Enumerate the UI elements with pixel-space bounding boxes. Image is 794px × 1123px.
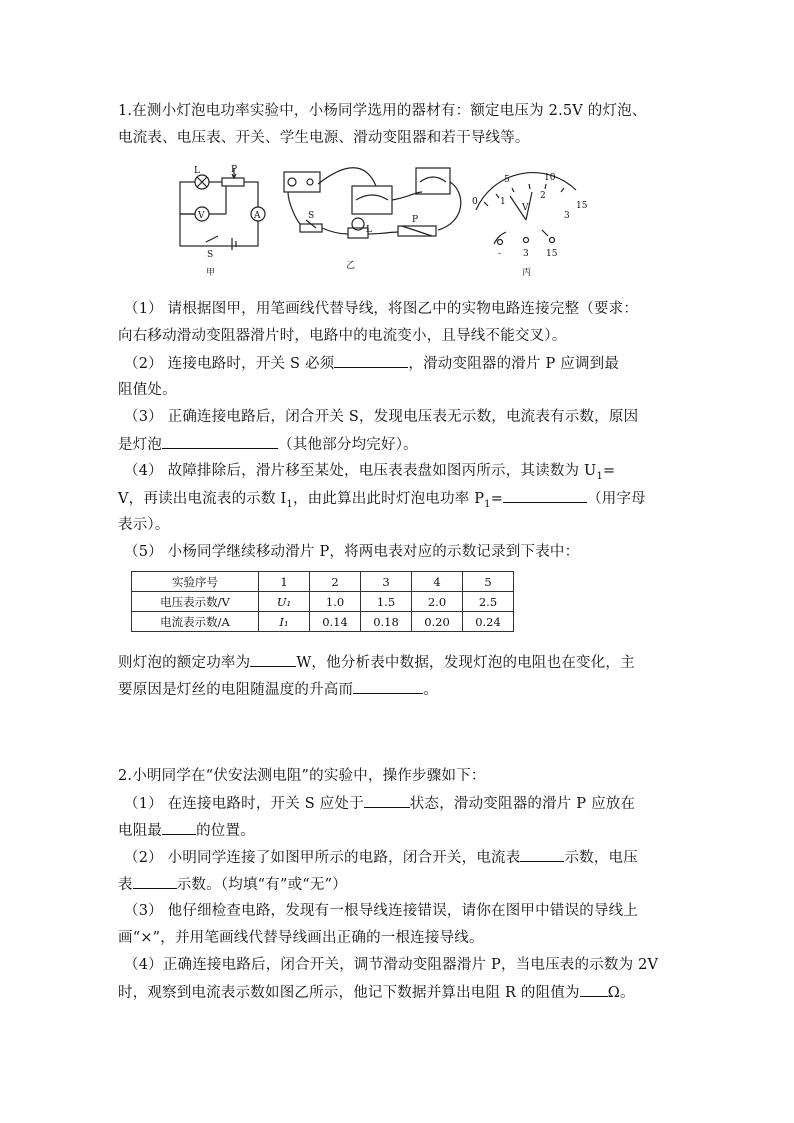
table-header-cell: 5 xyxy=(463,572,514,592)
q2-step4-blank[interactable] xyxy=(580,982,608,997)
q1-part4-sub-p: 1 xyxy=(484,498,491,510)
q1-part6-text-c: 要原因是灯丝的电阻随温度的升高而 xyxy=(118,682,354,698)
q1-part4-line3: 表示）。 xyxy=(118,517,170,533)
table-cell: 电压表示数/V xyxy=(132,592,259,612)
q1-part2-line2: 阻值处。 xyxy=(118,382,177,398)
table-cell: U₁ xyxy=(259,592,310,612)
q2-step2-line1 xyxy=(124,847,638,868)
terminal-3: 3 xyxy=(523,249,529,259)
q1-part4-line2 xyxy=(118,488,646,515)
q1-part6-text-b: W，他分析表中数据，发现灯泡的电阻也在变化，主 xyxy=(296,655,635,671)
label-P-yi: P xyxy=(412,215,419,225)
label-S-yi: S xyxy=(308,211,315,221)
scale-15: 15 xyxy=(576,201,588,211)
table-header-cell: 2 xyxy=(310,572,361,592)
label-A: A xyxy=(254,211,261,221)
q1-part5-line: （5） 小杨同学继续移动滑片 P，将两电表对应的示数记录到下表中： xyxy=(124,544,580,560)
q2-step2-text-a: （2） 小明同学连接了如图甲所示的电路，闭合开关，电流表 xyxy=(124,850,521,866)
q1-part4-sub-i: 1 xyxy=(286,498,293,510)
scale-0: 0 xyxy=(472,197,478,207)
q1-part4-text-b2: ，由此算出此时灯泡电功率 P xyxy=(292,491,485,507)
label-yi: 乙 xyxy=(346,261,356,271)
table-cell: 0.14 xyxy=(310,612,361,632)
q1-part2-blank[interactable] xyxy=(334,353,408,368)
physical-setup-yi xyxy=(284,168,461,238)
label-L: L xyxy=(194,166,200,176)
q1-intro-line1: 1.在测小灯泡电功率实验中，小杨同学选用的器材有：额定电压为 2.5V 的灯泡、 xyxy=(118,103,647,119)
q2-step1-text-b: 状态，滑动变阻器的滑片 P 应放在 xyxy=(409,796,636,812)
q1-part6-line2 xyxy=(118,679,438,700)
table-row xyxy=(132,612,514,632)
q1-part1-line1: （1） 请根据图甲，用笔画线代替导线，将图乙中的实物电路连接完整（要求： xyxy=(124,301,639,317)
q1-part6-blank1[interactable] xyxy=(250,652,296,667)
q1-part2-line1 xyxy=(124,353,619,374)
label-L-yi: L xyxy=(366,225,372,235)
scale-1: 1 xyxy=(500,197,506,207)
q1-part4-text-b1: V，再读出电流表的示数 I xyxy=(118,491,287,507)
label-V: V xyxy=(198,211,205,221)
q2-step2-text-d: 示数。（均填“有”或“无”） xyxy=(176,877,347,893)
table-cell: 1.5 xyxy=(361,592,412,612)
table-cell: 0.24 xyxy=(463,612,514,632)
table-cell: 电流表示数/A xyxy=(132,612,259,632)
q1-part1-line2: 向右移动滑动变阻器滑片时，电路中的电流变小，且导线不能交叉）。 xyxy=(118,328,567,344)
q1-part3-text-a: 是灯泡 xyxy=(118,437,163,453)
table-header-cell: 1 xyxy=(259,572,310,592)
table-header-row xyxy=(132,572,514,592)
q2-step4-text-b: 时，观察到电流表示数如图乙所示，他记下数据并算出电阻 R 的阻值为 xyxy=(118,985,580,1001)
q1-part3-blank[interactable] xyxy=(162,434,278,449)
q1-part3-line2 xyxy=(118,434,418,455)
q2-step4-line1: （4）正确连接电路后，闭合开关，调节滑动变阻器滑片 P，当电压表的示数为 2V xyxy=(124,957,659,973)
q2-step1-text-c: 电阻最 xyxy=(118,823,163,839)
q2-step1-line1 xyxy=(124,793,635,814)
table-cell: 0.18 xyxy=(361,612,412,632)
q1-part3-text-b: （其他部分均完好）。 xyxy=(278,437,418,453)
q1-part4-eq: = xyxy=(603,463,616,479)
q1-data-table xyxy=(131,571,514,632)
label-jia: 甲 xyxy=(206,268,216,278)
table-cell: 0.20 xyxy=(412,612,463,632)
table-header-cell: 3 xyxy=(361,572,412,592)
table-row xyxy=(132,592,514,612)
q1-part4-eq2: = xyxy=(490,491,504,507)
q1-part2-text-a: （2） 连接电路时，开关 S 必须 xyxy=(124,356,335,372)
table-cell: 2.0 xyxy=(412,592,463,612)
q1-circuit-figure xyxy=(176,162,610,280)
label-P: P xyxy=(231,165,238,175)
circuit-diagram-jia xyxy=(180,168,265,250)
table-cell: I₁ xyxy=(259,612,310,632)
q2-step2-blank2[interactable] xyxy=(133,874,177,889)
q1-intro-line2: 电流表、电压表、开关、学生电源、滑动变阻器和若干导线等。 xyxy=(118,130,530,146)
q2-intro: 2.小明同学在“伏安法测电阻”的实验中，操作步骤如下： xyxy=(118,768,486,784)
label-bing: 丙 xyxy=(522,268,532,278)
q1-part6-text-a: 则灯泡的额定功率为 xyxy=(118,655,251,671)
q2-step1-blank2[interactable] xyxy=(162,820,196,835)
scale-10: 10 xyxy=(544,173,556,183)
q2-step4-text-c: Ω。 xyxy=(607,985,635,1001)
q2-step2-blank1[interactable] xyxy=(520,847,564,862)
q2-step1-text-a: （1） 在连接电路时，开关 S 应处于 xyxy=(124,796,364,812)
q1-part4-text-a: （4） 故障排除后，滑片移至某处，电压表表盘如图丙所示，其读数为 U xyxy=(124,463,597,479)
q1-part4-blank[interactable] xyxy=(503,488,587,503)
label-S: S xyxy=(207,250,214,260)
q1-part2-text-b: ，滑动变阻器的滑片 P 应调到最 xyxy=(408,356,620,372)
table-header-cell: 4 xyxy=(412,572,463,592)
q1-part6-text-d: 。 xyxy=(423,682,438,698)
q2-step1-text-d: 的位置。 xyxy=(196,823,255,839)
q2-step2-text-b: 示数，电压 xyxy=(564,850,638,866)
q2-step2-text-c: 表 xyxy=(118,877,133,893)
q1-part6-line1 xyxy=(118,652,635,673)
scale-3: 3 xyxy=(564,211,570,221)
q1-part3-line1: （3） 正确连接电路后，闭合开关 S，发现电压表无示数，电流表有示数，原因 xyxy=(124,409,639,425)
q2-step4-line2 xyxy=(118,982,635,1003)
scale-5: 5 xyxy=(504,175,510,185)
q2-step1-blank1[interactable] xyxy=(364,793,410,808)
q2-step3-line2: 画“×”，并用笔画线代替导线画出正确的一根连接导线。 xyxy=(118,930,484,946)
table-header-cell: 实验序号 xyxy=(132,572,259,592)
q1-part4-line1 xyxy=(124,461,615,487)
q2-step1-line2 xyxy=(118,820,255,841)
terminal-15: 15 xyxy=(546,249,558,259)
table-cell: 1.0 xyxy=(310,592,361,612)
scale-2: 2 xyxy=(540,191,546,201)
dial-V: V xyxy=(522,203,529,213)
table-cell: 2.5 xyxy=(463,592,514,612)
terminal-minus: - xyxy=(498,249,502,259)
q1-part4-text-b4: （用字母 xyxy=(587,491,646,507)
q2-step3-line1: （3） 他仔细检查电路，发现有一根导线连接错误，请你在图甲中错误的导线上 xyxy=(124,903,639,919)
q1-part4-sub-u: 1 xyxy=(596,470,604,482)
q2-step2-line2 xyxy=(118,874,347,895)
q1-part6-blank2[interactable] xyxy=(353,679,423,694)
